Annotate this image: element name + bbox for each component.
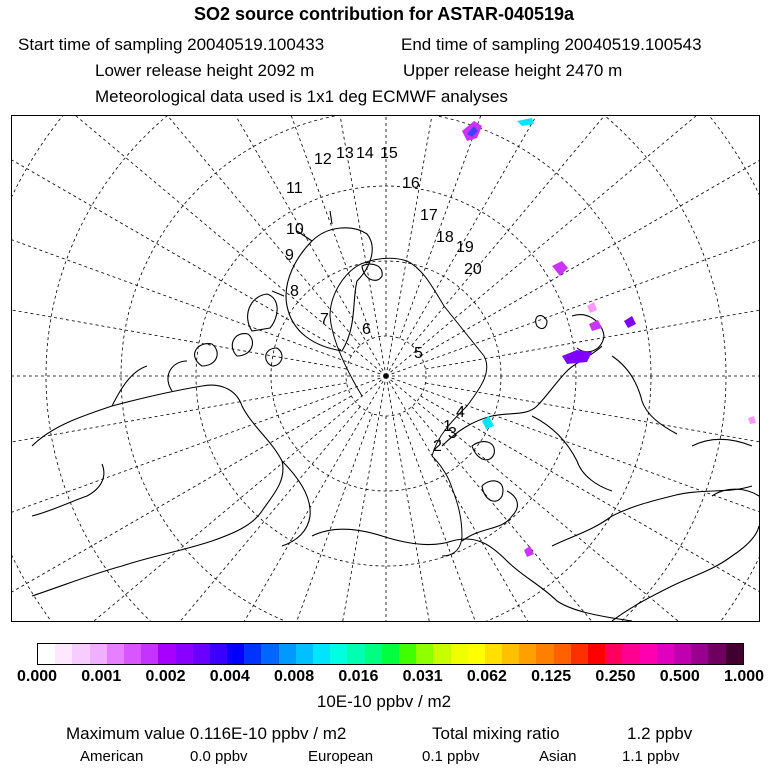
colorbar-cell	[640, 644, 657, 664]
colorbar-cell	[124, 644, 141, 664]
colorbar-cell	[433, 644, 450, 664]
meridian-line	[386, 116, 508, 376]
colorbar-cell	[605, 644, 622, 664]
meridian-line	[12, 116, 360, 345]
trajectory-hour-label: 19	[456, 239, 474, 256]
colorbar-cell	[571, 644, 588, 664]
colorbar-tick-label: 1.000	[723, 668, 765, 685]
meridian-line	[386, 376, 508, 621]
meridian-line	[386, 137, 759, 376]
maximum-value-text: Maximum value 0.116E-10 ppbv / m2	[66, 724, 347, 743]
colorbar-tick-label: 0.016	[338, 668, 379, 685]
colorbar-cell	[261, 644, 278, 664]
colorbar-tick-label: 0.125	[531, 668, 572, 685]
colorbar-cell	[691, 644, 708, 664]
trajectory-labels	[285, 145, 482, 455]
meridian-line	[12, 254, 347, 369]
chart-title: SO2 source contribution for ASTAR-040519a	[193, 4, 575, 24]
colorbar-tick-label: 0.001	[81, 668, 122, 685]
coastlines	[32, 211, 759, 621]
trajectory-hour-label: 12	[314, 151, 332, 168]
meridian-line	[421, 396, 759, 621]
colorbar-tick-label: 0.000	[16, 668, 58, 685]
source-european-name: European	[308, 748, 374, 765]
meridian-line	[36, 116, 386, 376]
colorbar-cell	[141, 644, 158, 664]
meridian-line	[12, 376, 386, 615]
colorbar-cell	[468, 644, 485, 664]
source-asian-value: 1.1 ppbv	[622, 748, 680, 765]
end-sampling-text: End time of sampling 20040519.100543	[401, 35, 702, 54]
meridian-line	[12, 407, 360, 621]
colorbar-cell	[296, 644, 313, 664]
colorbar-tick-label: 0.062	[466, 668, 507, 685]
upper-release-text: Upper release height 2470 m	[403, 61, 623, 80]
plume-patch	[552, 261, 568, 276]
colorbar-cell	[657, 644, 674, 664]
colorbar-cell	[279, 644, 296, 664]
colorbar-cell	[588, 644, 605, 664]
trajectory-hour-label: 3	[448, 425, 457, 442]
trajectory-hour-label: 13	[336, 145, 354, 162]
colorbar-cell	[451, 644, 468, 664]
trajectory-hour-label: 7	[320, 311, 329, 328]
trajectory-hour-label: 2	[433, 438, 442, 455]
trajectory-hour-label: 17	[420, 207, 438, 224]
colorbar-cell	[244, 644, 261, 664]
colorbar-cell	[708, 644, 725, 664]
colorbar-cell	[365, 644, 382, 664]
trajectory-hour-label: 20	[464, 261, 482, 278]
meridian-line	[264, 376, 386, 621]
colorbar-cell	[485, 644, 502, 664]
trajectory-hour-label: 11	[286, 180, 303, 197]
polar-map	[11, 115, 760, 622]
colorbar-cell	[90, 644, 107, 664]
trajectory-hour-label: 9	[285, 247, 294, 264]
colorbar-cell	[416, 644, 433, 664]
total-mixing-ratio-value: 1.2 ppbv	[627, 724, 693, 743]
colorbar-tick-label: 0.500	[659, 668, 700, 685]
trajectory-hour-label: 6	[362, 321, 371, 338]
colorbar-cell	[519, 644, 536, 664]
colorbar-tick-label: 0.004	[209, 668, 250, 685]
latitude-circle	[12, 116, 759, 621]
colorbar-cell	[536, 644, 553, 664]
source-american-value: 0.0 ppbv	[190, 748, 248, 765]
colorbar-cell	[38, 644, 55, 664]
total-mixing-ratio-label: Total mixing ratio	[432, 724, 560, 743]
colorbar-tick-label: 0.250	[595, 668, 636, 685]
colorbar-cell	[330, 644, 347, 664]
trajectory-hour-label: 5	[414, 345, 423, 362]
colorbar-cell	[313, 644, 330, 664]
colorbar-cell	[382, 644, 399, 664]
meridian-line	[421, 116, 759, 356]
lat-lon-grid	[12, 116, 759, 621]
colorbar-cell	[176, 644, 193, 664]
colorbar	[37, 643, 744, 665]
colorbar-cell	[674, 644, 691, 664]
trajectory-hour-label: 16	[402, 175, 420, 192]
meridian-line	[12, 376, 386, 621]
meridian-line	[147, 414, 373, 621]
trajectory-hour-label: 8	[290, 283, 299, 300]
plume-patch	[524, 546, 534, 557]
colorbar-cell	[55, 644, 72, 664]
lower-release-text: Lower release height 2092 m	[95, 61, 315, 80]
meridian-line	[386, 116, 759, 376]
colorbar-cell	[193, 644, 210, 664]
colorbar-unit: 10E-10 ppbv / m2	[316, 692, 452, 711]
colorbar-cell	[347, 644, 364, 664]
meridian-line	[386, 376, 736, 621]
trajectory-hour-label: 18	[436, 229, 454, 246]
trajectory-hour-label: 10	[286, 221, 304, 238]
source-asian-name: Asian	[539, 748, 577, 765]
meridian-line	[412, 116, 759, 345]
trajectory-hour-label: 14	[356, 145, 374, 162]
plume-patch	[624, 316, 636, 328]
colorbar-cell	[107, 644, 124, 664]
plume-patch	[587, 302, 597, 313]
colorbar-cell	[622, 644, 639, 664]
colorbar-cell	[554, 644, 571, 664]
trajectory-hour-label: 1	[443, 418, 452, 435]
colorbar-cell	[502, 644, 519, 664]
colorbar-cell	[158, 644, 175, 664]
colorbar-tick-label: 0.031	[402, 668, 443, 685]
colorbar-cell	[227, 644, 244, 664]
colorbar-tick-label: 0.002	[145, 668, 186, 685]
trajectory-hour-label: 15	[380, 145, 398, 162]
meridian-line	[36, 376, 386, 621]
plume-patch	[748, 416, 756, 424]
source-european-value: 0.1 ppbv	[422, 748, 480, 765]
meridian-line	[12, 396, 351, 621]
meridian-line	[386, 116, 736, 376]
colorbar-cell	[72, 644, 89, 664]
source-american-name: American	[80, 748, 144, 765]
trajectory-hour-label: 4	[456, 404, 465, 421]
plume-patch	[589, 320, 602, 331]
start-sampling-text: Start time of sampling 20040519.100433	[18, 35, 325, 54]
plume-patch	[562, 350, 592, 364]
met-data-text: Meteorological data used is 1x1 deg ECMWF analyses	[95, 87, 508, 106]
colorbar-cell	[210, 644, 227, 664]
colorbar-cell	[399, 644, 416, 664]
colorbar-tick-label: 0.008	[274, 668, 315, 685]
colorbar-cell	[726, 644, 743, 664]
